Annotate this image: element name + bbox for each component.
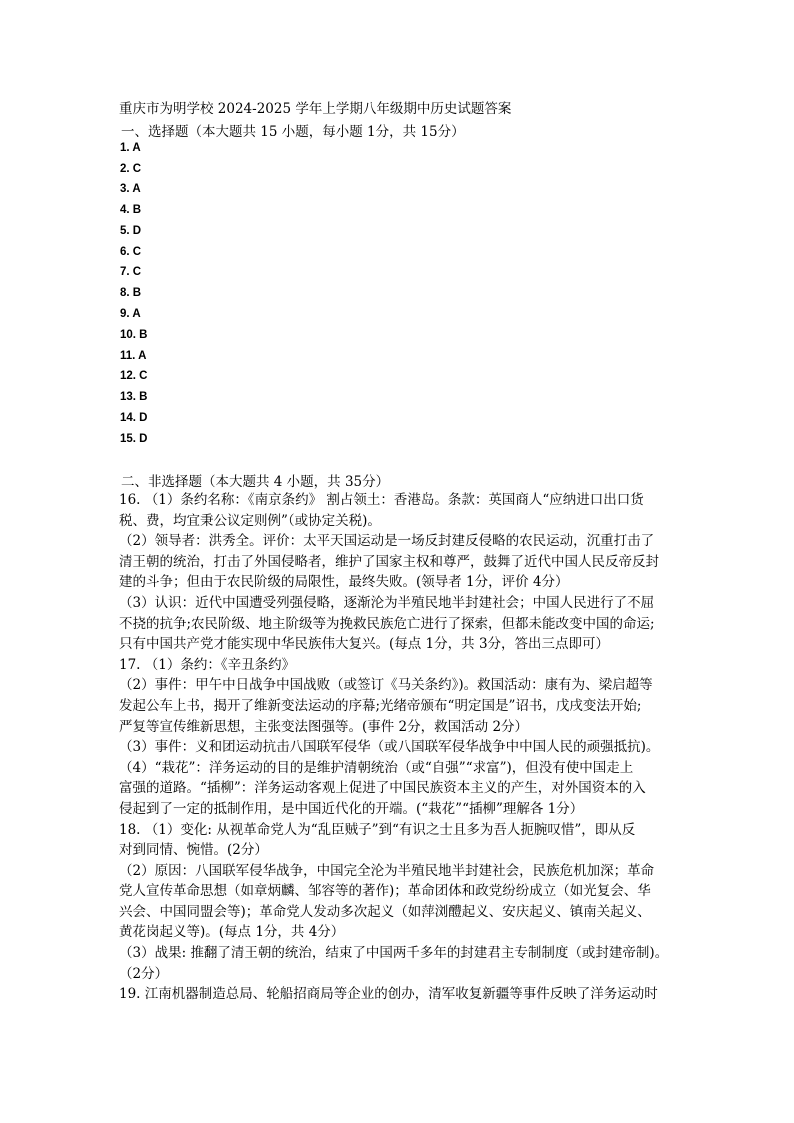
answer-item: 14. D: [120, 412, 148, 424]
answer-item: 15. D: [120, 433, 148, 445]
answer-item: 11. A: [120, 350, 147, 362]
answer-item: 12. C: [120, 370, 148, 382]
answer-line: 17. （1）条约：《辛丑条约》: [119, 656, 296, 673]
answer-line: 19. 江南机器制造总局、轮船招商局等企业的创办，清军收复新疆等事件反映了洋务运动时: [119, 986, 658, 1003]
answer-item: 10. B: [120, 329, 148, 341]
answer-line: （3）认识：近代中国遭受列强侵略，逐渐沦为半殖民地半封建社会；中国人民进行了不屈: [119, 594, 655, 611]
answer-line: 税、费，均宜秉公议定则例”（或协定关税)。: [119, 512, 381, 529]
answer-line: 清王朝的统治，打击了外国侵略者，维护了国家主权和尊严，鼓舞了近代中国人民反帝反封: [119, 553, 659, 570]
answer-body: [119, 490, 709, 1005]
answer-line: 不挠的抗争;农民阶级、地主阶级等为挽救民族危亡进行了探索，但都未能改变中国的命运;: [119, 615, 655, 632]
answer-line: 发起公车上书，揭开了维新变法运动的序幕;光绪帝颁布“明定国是”诏书，戊戌变法开始;: [119, 697, 642, 714]
answer-line: 只有中国共产党才能实现中华民族伟大复兴。(每点 1分，共 3分，答出三点即可）: [119, 636, 610, 653]
answer-line: 严复等宣传维新思想，主张变法图强等。(事件 2分，救国活动 2分）: [119, 718, 529, 735]
answer-item: 4. B: [120, 204, 142, 216]
answer-line: 黄花岗起义等)。(每点 1分，共 4分）: [119, 924, 345, 941]
document-title: 重庆市为明学校 2024-2025 学年上学期八年级期中历史试题答案: [119, 101, 512, 117]
answer-line: 党人宣传革命思想（如章炳麟、邹容等的著作)；革命团体和政党纷纷成立（如光复会、华: [119, 883, 651, 900]
answer-line: 建的斗争；但由于农民阶级的局限性，最终失败。(领导者 1分，评价 4分）: [119, 574, 569, 591]
answer-item: 8. B: [120, 287, 142, 299]
answer-item: 3. A: [120, 183, 141, 195]
answer-line: （3）战果: 推翻了清王朝的统治，结束了中国两千多年的封建君主专制制度（或封建帝制)。: [119, 945, 669, 962]
answer-item: 9. A: [120, 308, 141, 320]
answer-item: 5. D: [120, 225, 142, 237]
answer-line: 16. （1）条约名称：《南京条约》 割占领土：香港岛。条款：英国商人“应纳进口出口货: [119, 492, 644, 508]
answer-item: 6. C: [120, 246, 142, 258]
answer-line: （2分）: [119, 965, 169, 982]
answer-line: （2）领导者：洪秀全。评价：太平天国运动是一场反封建反侵略的农民运动，沉重打击了: [119, 533, 655, 550]
answer-line: （2）事件：甲午中日战争中国战败（或签订《马关条约》)。救国活动：康有为、梁启超等: [119, 677, 653, 694]
answer-line: （3）事件：义和团运动抗击八国联军侵华（或八国联军侵华战争中中国人民的顽强抵抗)。: [119, 739, 660, 756]
answer-item: 13. B: [120, 391, 148, 403]
answer-line: （2）原因：八国联军侵华战争，中国完全沦为半殖民地半封建社会，民族危机加深；革命: [119, 862, 655, 879]
answer-item: 7. C: [120, 266, 142, 278]
section-heading-choice: 一、选择题（本大题共 15 小题，每小题 1分，共 15分）: [121, 124, 465, 140]
answer-line: 兴会、中国同盟会等)；革命党人发动多次起义（如萍浏醴起义、安庆起义、镇南关起义、: [119, 903, 651, 920]
answer-item: 1. A: [120, 142, 141, 154]
section-heading-non-choice: 二、非选择题（本大题共 4 小题，共 35分）: [121, 474, 390, 490]
answer-item: 2. C: [120, 163, 142, 175]
answer-line: 侵起到了一定的抵制作用，是中国近代化的开端。(“栽花”“插柳”理解各 1分）: [119, 800, 584, 817]
answer-line: 对到同情、惋惜。(2分）: [119, 842, 268, 859]
answer-line: 富强的道路。“插柳”：洋务运动客观上促进了中国民族资本主义的产生，对外国资本的入: [119, 780, 646, 797]
answer-line: 18. （1）变化: 从视革命党人为“乱臣贼子”到“有识之士且多为吾人扼腕叹惜”，即从反: [119, 821, 636, 838]
answer-line: （4）“栽花”：洋务运动的目的是维护清朝统治（或“自强”“求富”)，但没有使中国走上: [119, 759, 634, 776]
